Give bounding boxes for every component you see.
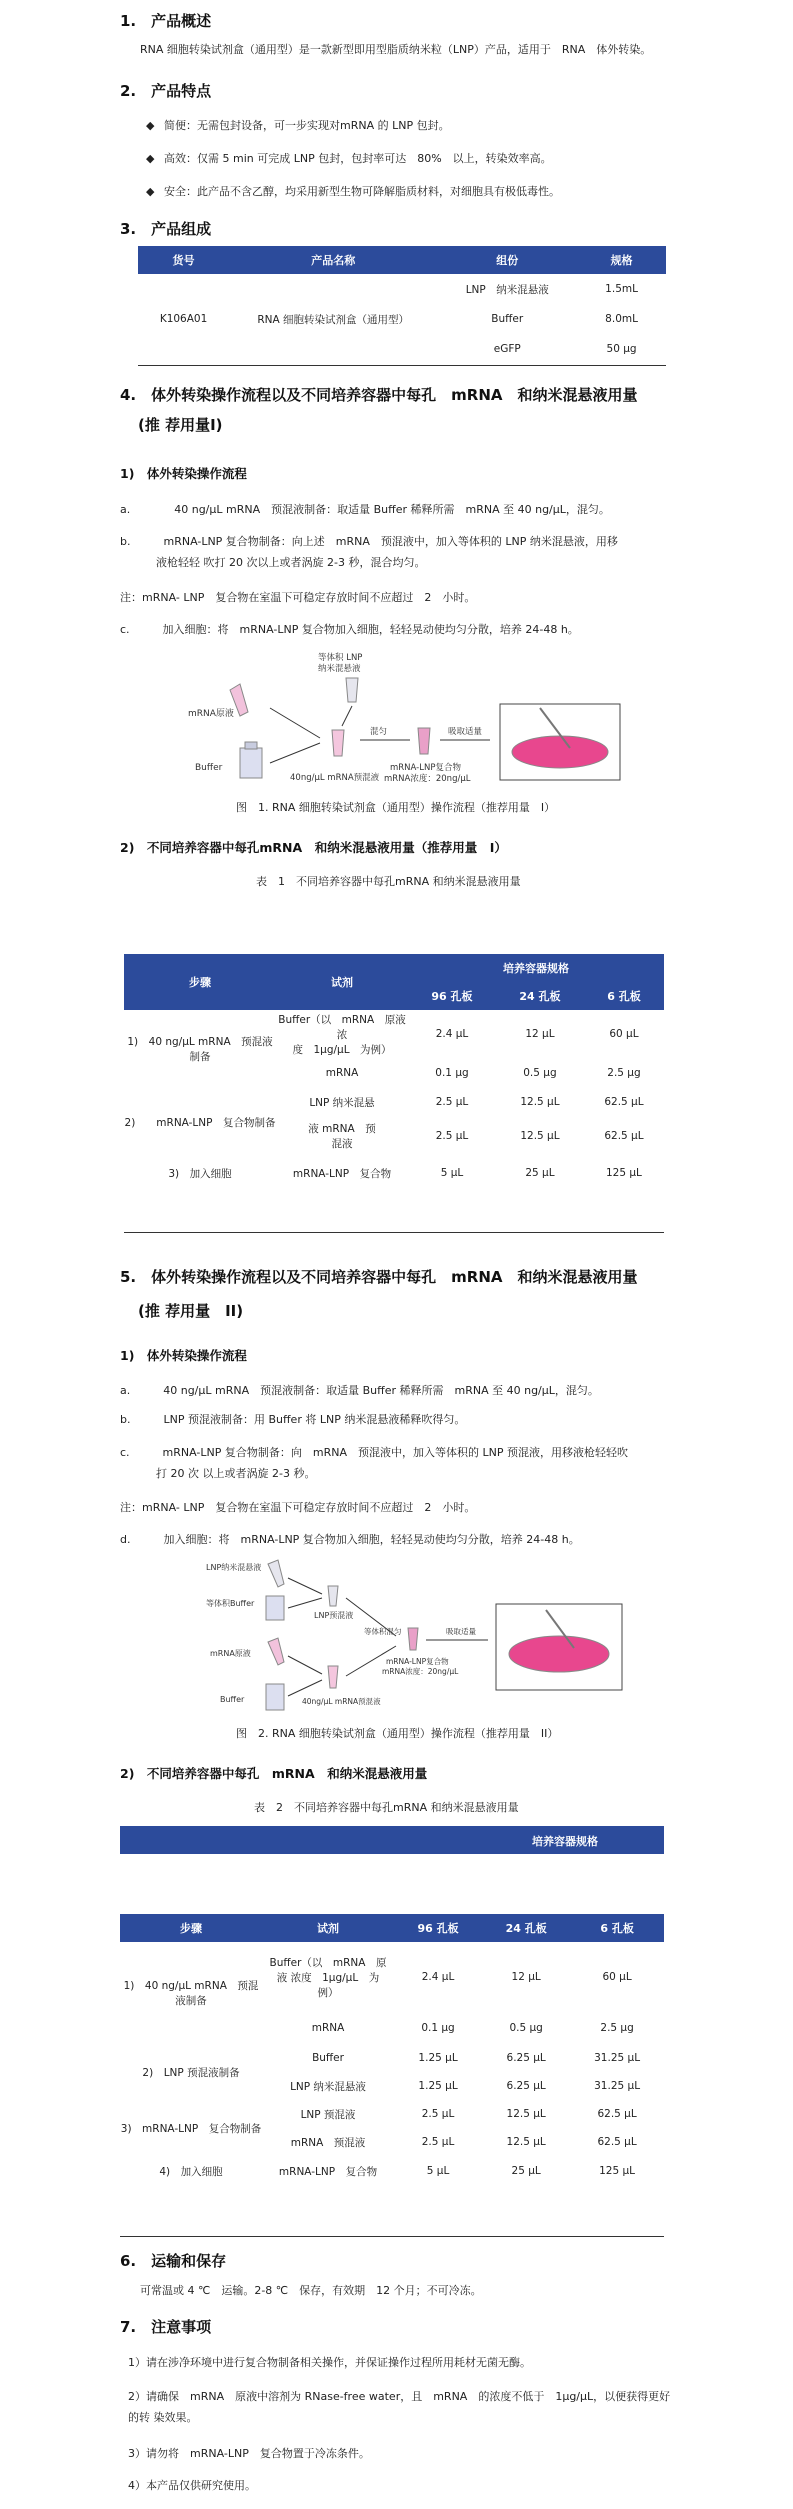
table-header: 步骤 [120,1914,262,1942]
component-cell: eGFP [493,343,521,355]
notice-item: 2）请确保 mRNA 原液中溶剂为 RNase-free water，且 mRNA 的浓度不低于 1μg/μL，以便获得更好 [128,2390,671,2403]
section-6-text: 可常温或 4 ℃ 运输。2-8 ℃ 保存，有效期 12 个月；不可冷冻。 [140,2284,482,2297]
section-7-title: 7. 注意事项 [120,2318,212,2336]
workflow-figure-2 [196,1556,636,1724]
fig2-buffer-label: Buffer [220,1695,245,1704]
table-header: 96 孔板 [408,982,496,1010]
step-b: b. LNP 预混液制备：用 Buffer 将 LNP 纳米混悬液稀释吹得匀。 [120,1413,466,1426]
fig1-lnp-label: 等体积 LNP 纳米混悬液 [318,653,363,674]
value-cell: 31.25 μL [594,2052,641,2064]
diamond-bullet-icon: ◆ [146,152,155,165]
step-cell: 1) 40 ng/μL mRNA 预混液制备 [127,1036,273,1063]
complex-tube-icon [418,728,430,754]
value-cell: 1.25 μL [418,2080,458,2092]
reagent-cell: LNP 纳米混悬 [309,1096,375,1109]
reagent-line: 液 mRNA 预 [308,1123,376,1135]
step-cell: 4) 加入细胞 [159,2165,223,2178]
diamond-bullet-icon: ◆ [146,185,155,198]
fig2-eqbuf-label: 等体积Buffer [206,1599,255,1608]
fig2-premix-label: 40ng/μL mRNA预混液 [302,1697,381,1706]
reagent-line: Buffer（以 mRNA 原液浓 [278,1013,406,1041]
figure-1-caption: 图 1. RNA 细胞转染试剂盒（通用型）操作流程（推荐用量 I） [236,801,556,814]
section-2-title: 2. 产品特点 [120,82,212,100]
fig1-premix-label: 40ng/μL mRNA预混液 [290,773,380,783]
table-header: 24 孔板 [496,982,584,1010]
step-cell: 2) mRNA-LNP 复合物制备 [124,1116,276,1129]
reagent-cell [276,1010,408,1058]
value-cell: 5 μL [426,2165,450,2177]
usage-table-1 [124,954,664,1190]
note: 注：mRNA- LNP 复合物在室温下可稳定存放时间不应超过 2 小时。 [120,591,476,604]
value-cell: 60 μL [609,1028,639,1040]
reagent-cell [262,1942,394,2012]
fig2-mrna-label: mRNA原液 [210,1649,251,1658]
step-b-cont: 液枪轻轻 吹打 20 次以上或者涡旋 2-3 秒，混合均匀。 [156,556,426,569]
step-a: a. 40 ng/μL mRNA 预混液制备：取适量 Buffer 稀释所需 mRNA 至 40 ng/μL，混匀。 [120,503,610,516]
reagent-cell: LNP 纳米混悬液 [290,2080,366,2093]
buffer-bottle-icon [266,1684,284,1710]
value-cell: 62.5 μL [604,1096,644,1108]
value-cell: 125 μL [606,1167,642,1179]
section-1-text: RNA 细胞转染试剂盒（通用型）是一款新型即用型脂质纳米粒（LNP）产品，适用于 RNA 体外转染。 [140,43,652,56]
premix-tube-icon [332,730,344,756]
table-header: 96 孔板 [394,1914,482,1942]
feature-text: 简便：无需包封设备，可一步实现对mRNA 的 LNP 包封。 [164,119,450,132]
fig2-complex-label: mRNA-LNP复合物 [386,1657,449,1666]
product-name-cell: RNA 细胞转染试剂盒（通用型） [257,313,410,326]
notice-item: 3）请勿将 mRNA-LNP 复合物置于冷冻条件。 [128,2447,370,2460]
table-header: 组份 [437,246,577,274]
table-header: 试剂 [276,954,408,1010]
table-header: 6 孔板 [570,1914,664,1942]
table-header: 试剂 [262,1914,394,1942]
value-cell: 2.4 μL [435,1028,469,1040]
subsection-title: 2) 不同培养容器中每孔 mRNA 和纳米混悬液用量 [120,1766,428,1781]
sku-cell: K106A01 [159,313,208,325]
fig2-lnppre-label: LNP预混液 [314,1611,354,1620]
feature-text: 安全：此产品不含乙醇，均采用新型生物可降解脂质材料，对细胞具有极低毒性。 [164,185,560,198]
reagent-cell: Buffer [312,2052,344,2064]
fig1-concentration-label: mRNA浓度：20ng/μL [384,774,471,784]
value-cell: 0.5 μg [523,1067,557,1079]
reagent-cell: mRNA [325,1067,359,1079]
table-bottom-rule [124,1232,664,1233]
table-header: 24 孔板 [482,1914,570,1942]
value-cell: 12 μL [511,1971,541,1983]
composition-table [138,246,666,364]
table-header: 规格 [577,246,666,274]
section-5-title: 5. 体外转染操作流程以及不同培养容器中每孔 mRNA 和纳米混悬液用量 [120,1268,638,1286]
subsection-title: 1) 体外转染操作流程 [120,1348,247,1363]
notice-item: 1）请在涉净环境中进行复合物制备相关操作，并保证操作过程所用耗材无菌无酶。 [128,2356,531,2369]
fig2-concentration-label: mRNA浓度：20ng/μL [382,1667,459,1676]
section-4-title: 4. 体外转染操作流程以及不同培养容器中每孔 mRNA 和纳米混悬液用量 [120,386,638,404]
value-cell: 2.5 μg [607,1067,641,1079]
value-cell: 6.25 μL [506,2080,546,2092]
spec-cell: 8.0mL [605,313,638,325]
value-cell: 12.5 μL [520,1130,560,1142]
lnp-premix-tube-icon [328,1586,338,1606]
value-cell: 2.4 μL [421,1971,455,1983]
value-cell: 0.5 μg [509,2022,543,2034]
value-cell: 0.1 μg [421,2022,455,2034]
buffer-bottle-icon [266,1596,284,1620]
fig1-mix-label: 混匀 [370,727,388,737]
value-cell: 2.5 μL [435,1130,469,1142]
table-header: 货号 [138,246,229,274]
note: 注：mRNA- LNP 复合物在室温下可稳定存放时间不应超过 2 小时。 [120,1501,476,1514]
fig1-complex-label: mRNA-LNP复合物 [390,763,461,773]
value-cell: 60 μL [602,1971,632,1983]
reagent-cell [276,1116,408,1156]
notice-item-cont: 的转 染效果。 [128,2411,198,2424]
reagent-line: 度 1μg/μL 为例） [292,1043,392,1056]
component-cell: Buffer [491,313,524,325]
value-cell: 12.5 μL [506,2108,546,2120]
step-cell: 3) 加入细胞 [168,1167,232,1180]
table-2-caption: 表 2 不同培养容器中每孔mRNA 和纳米混悬液用量 [254,1801,519,1814]
value-cell: 125 μL [599,2165,636,2177]
value-cell: 12.5 μL [520,1096,560,1108]
section-1-title: 1. 产品概述 [120,12,212,30]
reagent-line: 液 浓度 1μg/μL 为 [276,1971,380,1984]
reagent-line: 例） [317,1986,339,1999]
value-cell: 31.25 μL [594,2080,641,2092]
value-cell: 2.5 μg [600,2022,634,2034]
fig1-absorb-label: 吸取适量 [448,727,483,737]
value-cell: 25 μL [511,2165,541,2177]
table-header: 培养容器规格 [408,954,664,982]
value-cell: 2.5 μL [421,2136,455,2148]
reagent-cell: LNP 预混液 [300,2108,356,2121]
fig1-mrna-label: mRNA原液 [188,709,234,719]
step-c: c. 加入细胞：将 mRNA-LNP 复合物加入细胞，轻轻晃动使均匀分散，培养 24-48 h。 [120,623,579,636]
step-d: d. 加入细胞：将 mRNA-LNP 复合物加入细胞，轻轻晃动使均匀分散，培养 24-48 h。 [120,1533,580,1546]
table-header: 产品名称 [229,246,437,274]
section-4-title-cont: (推 荐用量I) [138,416,223,434]
value-cell: 62.5 μL [597,2108,637,2120]
value-cell: 2.5 μL [435,1096,469,1108]
fig2-eqmix-label: 等体积混匀 [364,1627,402,1636]
value-cell: 62.5 μL [604,1130,644,1142]
component-cell: LNP 纳米混悬液 [465,283,549,296]
subsection-title: 2) 不同培养容器中每孔mRNA 和纳米混悬液用量（推荐用量 I） [120,840,507,855]
table-bottom-rule [138,365,666,366]
reagent-cell: mRNA-LNP 复合物 [278,2165,378,2178]
feature-item [146,184,560,200]
usage-table-2 [120,1914,664,2186]
feature-item [146,151,552,167]
reagent-cell: mRNA [311,2022,345,2034]
reagent-cell: mRNA 预混液 [290,2136,366,2149]
step-cell: 1) 40 ng/μL mRNA 预混液制备 [123,1980,259,2007]
feature-text: 高效：仅需 5 min 可完成 LNP 包封，包封率可达 80% 以上，转染效率高。 [164,152,552,165]
value-cell: 5 μL [440,1167,464,1179]
mrna-premix-tube-icon [328,1666,338,1688]
step-cell: 3) mRNA-LNP 复合物制备 [120,2122,262,2135]
table-bottom-rule [120,2236,664,2237]
section-3-title: 3. 产品组成 [120,220,212,238]
table-2-spec-banner [120,1826,664,1854]
table-header: 步骤 [124,954,276,1010]
section-6-title: 6. 运输和保存 [120,2252,227,2270]
lnp-tube-icon [346,678,358,702]
value-cell: 12.5 μL [506,2136,546,2148]
value-cell: 1.25 μL [418,2052,458,2064]
fig1-buffer-label: Buffer [195,763,223,773]
step-b: b. mRNA-LNP 复合物制备：向上述 mRNA 预混液中，加入等体积的 LNP 纳米混悬液，用移 [120,535,618,548]
table-header: 培养容器规格 [532,1835,598,1848]
value-cell: 12 μL [525,1028,555,1040]
subsection-title: 1) 体外转染操作流程 [120,466,247,481]
step-c: c. mRNA-LNP 复合物制备：向 mRNA 预混液中，加入等体积的 LNP 预混液，用移液枪轻轻吹 [120,1446,628,1459]
complex-tube-icon [408,1628,418,1650]
diamond-bullet-icon: ◆ [146,119,155,132]
value-cell: 6.25 μL [506,2052,546,2064]
fig2-lnp-label: LNP纳米混悬液 [206,1563,262,1572]
spec-cell: 1.5mL [605,283,638,295]
reagent-line: 混液 [331,1138,353,1150]
value-cell: 62.5 μL [597,2136,637,2148]
fig2-absorb-label: 吸取适量 [446,1627,476,1636]
feature-item [146,118,450,134]
figure-2-caption: 图 2. RNA 细胞转染试剂盒（通用型）操作流程（推荐用量 II） [236,1727,559,1740]
notice-item: 4）本产品仅供研究使用。 [128,2479,256,2492]
reagent-line: Buffer（以 mRNA 原 [269,1956,387,1969]
step-c-cont: 打 20 次 以上或者涡旋 2-3 秒。 [156,1467,316,1480]
step-cell: 2) LNP 预混液制备 [142,2066,240,2079]
spec-cell: 50 μg [606,343,637,355]
value-cell: 25 μL [525,1167,555,1179]
step-a: a. 40 ng/μL mRNA 预混液制备：取适量 Buffer 稀释所需 mRNA 至 40 ng/μL，混匀。 [120,1384,599,1397]
table-1-caption: 表 1 不同培养容器中每孔mRNA 和纳米混悬液用量 [256,875,521,888]
reagent-cell: mRNA-LNP 复合物 [292,1167,392,1180]
table-header: 6 孔板 [584,982,664,1010]
value-cell: 2.5 μL [421,2108,455,2120]
value-cell: 0.1 μg [435,1067,469,1079]
workflow-figure-1 [170,648,640,796]
section-5-title-cont: (推 荐用量 II) [138,1302,244,1320]
